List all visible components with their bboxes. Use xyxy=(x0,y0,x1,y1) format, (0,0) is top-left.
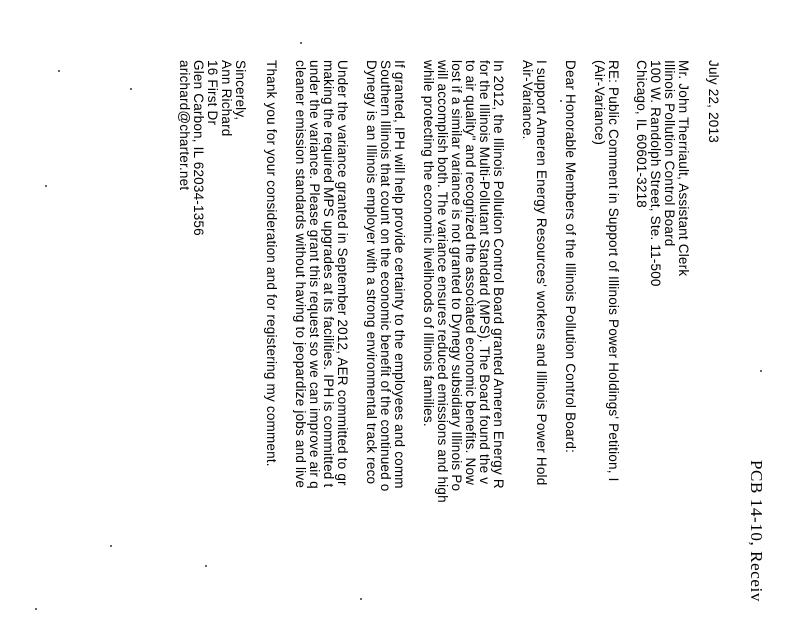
scan-speck xyxy=(300,42,302,44)
paragraph-line: If granted, IPH will help provide certainty to the employees and comm xyxy=(392,60,407,489)
subject-line: (Air-Variance) xyxy=(592,60,607,146)
paragraph-line: under the variance. Please grant this request so we can improve air q xyxy=(307,60,322,489)
paragraph-line: to air quality" and recognized the associated economic benefits. Now xyxy=(463,60,478,486)
paragraph-line: lost if a similar variance is not granted to Dynegy subsidiary Illinois Po xyxy=(449,60,464,492)
address-line: 16 First Dr xyxy=(205,60,220,126)
paragraph-line: Under the variance granted in September 2012, AER committed to gr xyxy=(335,60,350,486)
scan-speck xyxy=(45,185,47,187)
scan-speck xyxy=(130,88,132,90)
paragraph-line: while protecting the economic livelihoods of Illinois families. xyxy=(421,60,436,427)
paragraph-line: Air-Variance. xyxy=(520,60,535,140)
email-line: arichard@charter.net xyxy=(177,60,192,191)
signature-name: Ann Richard xyxy=(219,60,234,137)
scan-speck xyxy=(205,565,207,567)
paragraph-line: will accomplish both. The variance ensures reduced emissions and high xyxy=(435,60,450,503)
recipient-line: Chicago, IL 60601-3218 xyxy=(634,60,649,209)
paragraph-line: In 2012, the Illinois Pollution Control Board granted Ameren Energy R xyxy=(491,60,506,489)
scan-speck xyxy=(58,70,60,72)
page-header-stamp: PCB 14-10, Receiv xyxy=(747,460,766,602)
paragraph-line: Southern Illinois that count on the economic benefit of the continued o xyxy=(378,60,393,492)
paragraph-line: Thank you for your consideration and for registering my comment. xyxy=(264,60,279,467)
salutation: Dear Honorable Members of the Illinois Pollution Control Board: xyxy=(563,60,578,454)
letter-date: July 22, 2013 xyxy=(706,60,721,143)
scan-speck xyxy=(110,545,112,547)
recipient-line: 100 W. Randolph Street, Ste. 11-500 xyxy=(648,60,663,287)
paragraph-line: making the required MPS upgrades at its facilities. IPH is committed t xyxy=(321,60,336,488)
paragraph-line: I support Ameren Energy Resources' workers and Illinois Power Hold xyxy=(534,60,549,486)
scan-speck xyxy=(560,100,562,102)
scan-speck xyxy=(35,608,37,610)
closing-line: Sincerely, xyxy=(233,60,248,121)
paragraph-line: cleaner emission standards without having to jeopardize jobs and live xyxy=(293,60,308,489)
recipient-line: Mr. John Therriault, Assistant Clerk xyxy=(676,60,691,277)
subject-line: RE: Public Comment in Support of Illinois Power Holdings' Petition, I xyxy=(606,60,621,482)
address-line: Glen Carbon, IL 62034-1356 xyxy=(191,60,206,236)
recipient-line: Illinois Pollution Control Board xyxy=(662,60,677,247)
scan-speck xyxy=(760,370,762,372)
scan-speck xyxy=(360,598,362,600)
paragraph-line: Dynegy is an Illinois employer with a strong environmental track reco xyxy=(364,60,379,485)
paragraph-line: for the Illinois Multi-Pollutant Standard (MPS). The Board found the v xyxy=(477,60,492,485)
